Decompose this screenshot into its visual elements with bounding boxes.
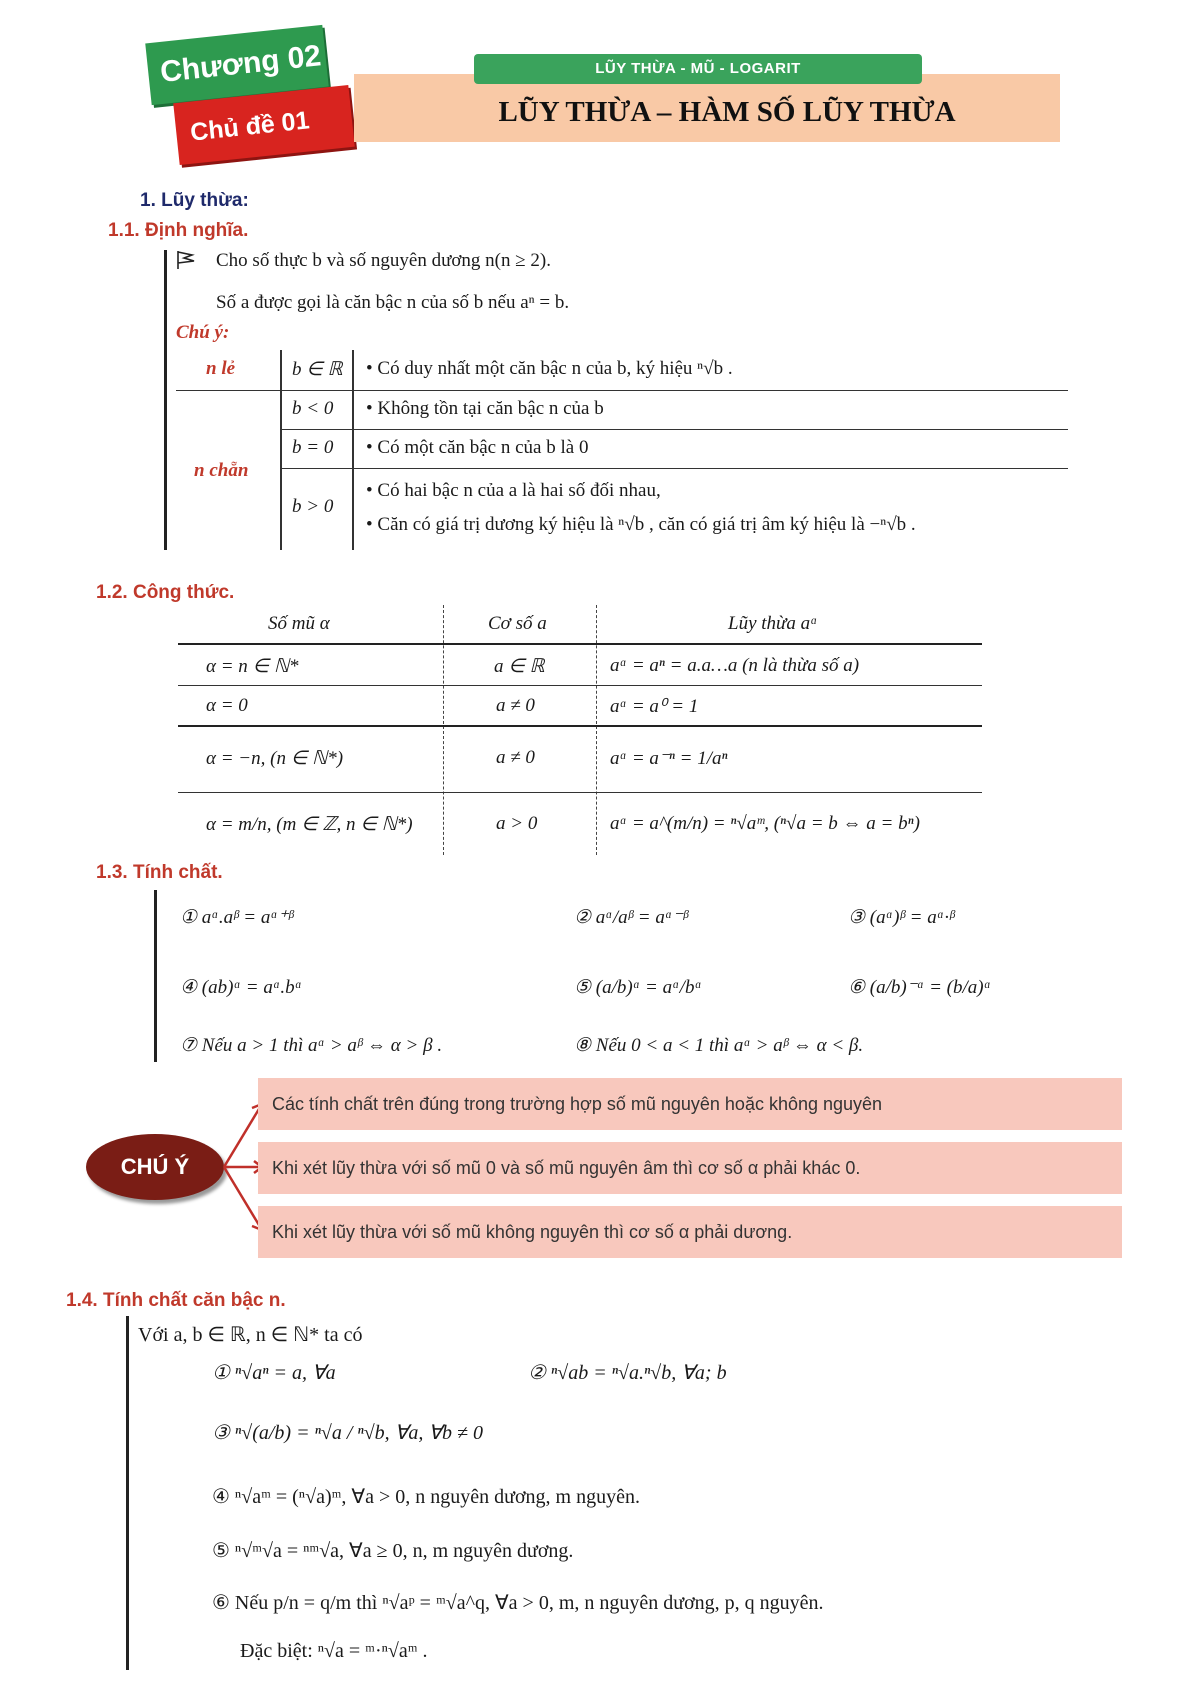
exponent-cell: α = 0 [206, 695, 248, 716]
notice-item: Khi xét lũy thừa với số mũ 0 và số mũ nguyên âm thì cơ số α phải khác 0. [258, 1142, 1122, 1194]
property-item: ⑧ Nếu 0 < a < 1 thì aᵅ > aᵝ ⇔ α < β. [574, 1035, 864, 1056]
table-rule [280, 468, 1068, 469]
subsection-heading-formulas: 1.2. Công thức. [96, 582, 235, 603]
subject-tag: LŨY THỪA - MŨ - LOGARIT [474, 54, 922, 84]
property-item: ⑦ Nếu a > 1 thì aᵅ > aᵝ ⇔ α > β . [180, 1035, 443, 1056]
property-item: ③ (aᵅ)ᵝ = aᵅ·ᵝ [848, 907, 955, 928]
note-row-text: • Không tồn tại căn bậc n của b [366, 398, 604, 419]
nth-root-property: ⑤ ⁿ√ᵐ√a = ⁿᵐ√a, ∀a ≥ 0, n, m nguyên dương. [212, 1540, 574, 1562]
definition-line-2: Số a được gọi là căn bậc n của số b nếu aⁿ = b. [216, 292, 570, 313]
formula-table [178, 605, 982, 855]
section-heading: 1. Lũy thừa: [140, 190, 249, 211]
table-rule [178, 725, 982, 727]
property-item: ④ (ab)ᵅ = aᵅ.bᵅ [180, 977, 303, 998]
table-rule [280, 429, 1068, 430]
left-rule [154, 890, 157, 1062]
property-item: ⑥ (a/b)⁻ᵅ = (b/a)ᵅ [848, 977, 992, 998]
property-item: ① aᵅ.aᵝ = aᵅ⁺ᵝ [180, 907, 294, 928]
flag-icon [176, 250, 198, 276]
note-row-text: • Có một căn bậc n của b là 0 [366, 437, 589, 458]
chapter-badge: Chương 02 [145, 25, 329, 105]
exponent-cell: α = n ∈ ℕ* [206, 656, 299, 677]
nth-root-intro: Với a, b ∈ ℝ, n ∈ ℕ* ta có [138, 1324, 363, 1346]
table-divider [280, 350, 282, 550]
power-cell: aᵅ = aⁿ = a.a…a (n là thừa số a) [610, 655, 860, 676]
notice-item: Các tính chất trên đúng trong trường hợp số mũ nguyên hoặc không nguyên [258, 1078, 1122, 1130]
nth-root-property: ④ ⁿ√aᵐ = (ⁿ√a)ᵐ, ∀a > 0, n nguyên dương, m nguyên. [212, 1486, 640, 1508]
condition-cell: b ∈ ℝ [292, 359, 343, 380]
power-cell: aᵅ = a⁰ = 1 [610, 696, 699, 717]
column-header: Số mũ α [268, 613, 330, 634]
nth-root-property: ① ⁿ√aⁿ = a, ∀a [212, 1362, 336, 1384]
notice-item: Khi xét lũy thừa với số mũ không nguyên thì cơ số α phải dương. [258, 1206, 1122, 1258]
page-title: LŨY THỪA – HÀM SỐ LŨY THỪA [354, 74, 1060, 142]
power-cell: aᵅ = a⁻ⁿ = 1/aⁿ [610, 748, 728, 769]
left-rule [164, 250, 167, 550]
table-rule [176, 390, 1068, 391]
note-row-text: • Có duy nhất một căn bậc n của b, ký hiệu ⁿ√b . [366, 358, 733, 379]
even-n-label: n chẵn [194, 460, 249, 481]
nth-root-property: ⑥ Nếu p/n = q/m thì ⁿ√aᵖ = ᵐ√a^q, ∀a > 0, m, n nguyên dương, p, q nguyên. [212, 1592, 824, 1614]
subsection-heading-definition: 1.1. Định nghĩa. [108, 220, 249, 241]
table-divider [352, 350, 354, 550]
condition-cell: b < 0 [292, 398, 334, 419]
property-item: ⑤ (a/b)ᵅ = aᵅ/bᵅ [574, 977, 703, 998]
condition-cell: b > 0 [292, 496, 334, 517]
exponent-cell: α = −n, (n ∈ ℕ*) [206, 748, 344, 769]
table-rule [178, 643, 982, 645]
note-row-text: • Căn có giá trị dương ký hiệu là ⁿ√b , căn có giá trị âm ký hiệu là −ⁿ√b . [366, 514, 916, 535]
exponent-cell: α = m/n, (m ∈ ℤ, n ∈ ℕ*) [206, 814, 413, 835]
power-cell: aᵅ = a^(m/n) = ⁿ√aᵐ, (ⁿ√a = b ⇔ a = bⁿ) [610, 813, 920, 834]
base-cell: a > 0 [496, 813, 538, 834]
note-row-text: • Có hai bậc n của a là hai số đối nhau, [366, 480, 661, 501]
note-label: Chú ý: [176, 322, 230, 343]
nth-root-property: ② ⁿ√ab = ⁿ√a.ⁿ√b, ∀a; b [528, 1362, 727, 1384]
subsection-heading-properties: 1.3. Tính chất. [96, 862, 223, 883]
table-rule [178, 685, 982, 686]
note-table [176, 350, 1068, 550]
subsection-heading-nth-root: 1.4. Tính chất căn bậc n. [66, 1290, 286, 1311]
column-header: Lũy thừa aᵅ [728, 613, 818, 634]
property-item: ② aᵅ/aᵝ = aᵅ⁻ᵝ [574, 907, 688, 928]
odd-n-label: n lẻ [206, 358, 236, 379]
nth-root-property: ③ ⁿ√(a/b) = ⁿ√a / ⁿ√b, ∀a, ∀b ≠ 0 [212, 1422, 484, 1444]
definition-line-1: Cho số thực b và số nguyên dương n(n ≥ 2). [216, 250, 552, 271]
base-cell: a ∈ ℝ [494, 656, 545, 677]
left-rule [126, 1316, 129, 1670]
nth-root-special: Đặc biệt: ⁿ√a = ᵐ·ⁿ√aᵐ . [240, 1640, 428, 1662]
table-rule [178, 792, 982, 793]
base-cell: a ≠ 0 [496, 695, 535, 716]
condition-cell: b = 0 [292, 437, 334, 458]
topic-badge: Chủ đề 01 [173, 85, 355, 165]
column-header: Cơ số a [488, 613, 547, 634]
base-cell: a ≠ 0 [496, 747, 535, 768]
notice-label: CHÚ Ý [86, 1134, 224, 1200]
